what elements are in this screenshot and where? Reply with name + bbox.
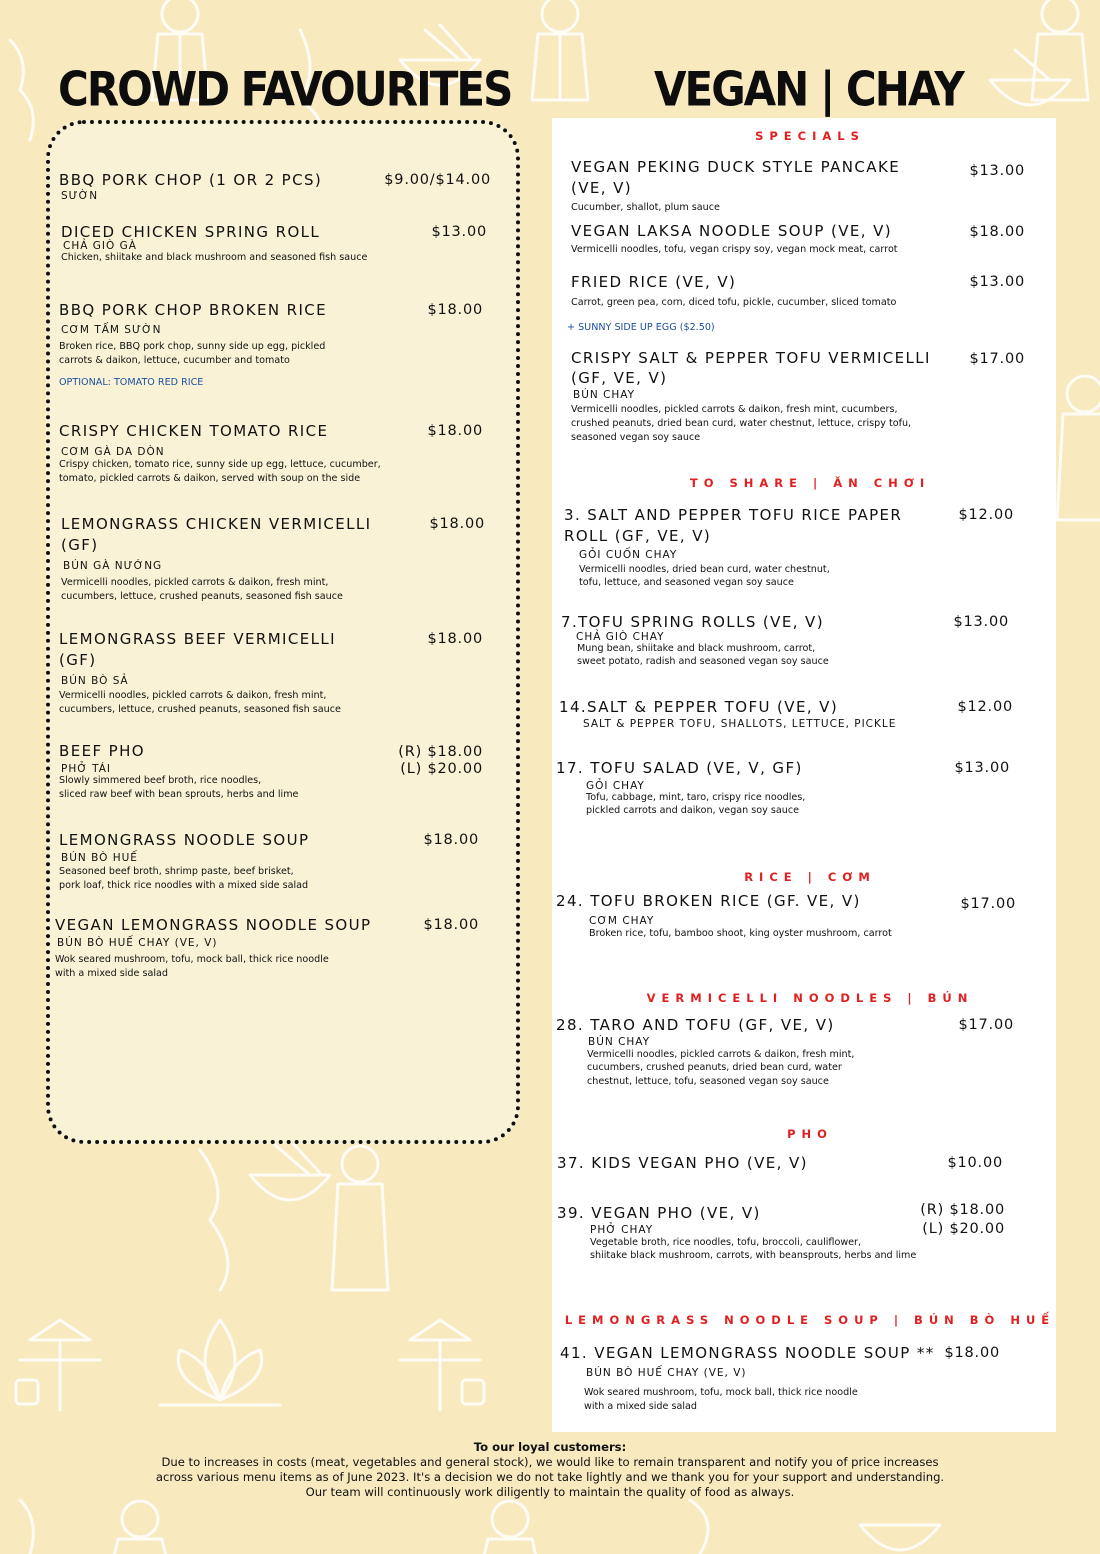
noodle-bowl-icon [990,50,1070,105]
item-price: $18.00 [423,917,479,933]
item-description: carrots & daikon, lettuce, cucumber and tomato [59,355,290,366]
item-vietnamese-name: BÚN BÒ SẢ [61,675,129,687]
vegan-title: VEGAN | CHAY [654,62,963,117]
item-description: Vermicelli noodles, dried bean curd, water chestnut, [579,564,830,575]
notice-title: To our loyal customers: [473,1440,627,1454]
section-heading-pho: PHO [787,1127,833,1141]
customer-notice [150,1440,950,1500]
item-description: Wok seared mushroom, tofu, mock ball, thick rice noodle [584,1387,858,1398]
item-price: $18.00 [429,516,485,532]
section-heading-specials: SPECIALS [755,129,865,143]
item-description: Wok seared mushroom, tofu, mock ball, thick rice noodle [55,954,329,965]
section-heading-rice: RICE | CƠM [744,870,876,884]
figure-icon [1032,0,1088,100]
item-description: Vegetable broth, rice noodles, tofu, broccoli, cauliflower, [590,1237,862,1248]
item-vietnamese-name: CƠM TẤM SƯỜN [61,324,162,336]
item-name: DICED CHICKEN SPRING ROLL [61,223,321,241]
item-price: $18.00 [427,631,483,647]
map-icon [200,1150,228,1290]
item-name: LEMONGRASS CHICKEN VERMICELLI (GF) [61,515,372,554]
item-description: Crispy chicken, tomato rice, sunny side up egg, lettuce, cucumber, [59,459,381,470]
item-vietnamese-name: CƠM GÀ DA DÒN [61,446,165,458]
item-price: $17.00 [969,351,1025,367]
item-name: 24. TOFU BROKEN RICE (GF. VE, V) [556,892,861,910]
item-description: shiitake black mushroom, carrots, with beansprouts, herbs and lime [590,1250,917,1261]
item-vietnamese-name: CƠM CHAY [589,915,655,927]
item-vietnamese-name: GỎI CUỐN CHAY [579,549,678,561]
item-description: crushed peanuts, dried bean curd, water chestnut, lettuce, crispy tofu, [571,418,912,429]
item-vietnamese-name: GỎI CHAY [586,780,645,792]
item-vietnamese-name: BÚN BÒ HUẾ [61,852,138,864]
item-name: FRIED RICE (VE, V) [571,273,737,291]
item-description: sweet potato, radish and seasoned vegan soy sauce [577,656,829,667]
noodle-bowl-icon [250,1140,330,1200]
item-description: Chicken, shiitake and black mushroom and seasoned fish sauce [61,252,368,263]
item-vietnamese-name: SƯỜN [61,190,99,202]
section-heading-lemongrass: LEMONGRASS NOODLE SOUP | BÚN BÒ HUẾ [564,1313,1056,1327]
item-name: 28. TARO AND TOFU (GF, VE, V) [556,1016,835,1034]
item-description: cucumbers, lettuce, crushed peanuts, seasoned fish sauce [61,591,343,602]
item-vietnamese-name: PHỞ CHAY [590,1224,654,1236]
item-description: with a mixed side salad [55,968,168,979]
item-description: seasoned vegan soy sauce [571,432,701,443]
item-vietnamese-name: BÚN BÒ HUẾ CHAY (VE, V) [586,1367,747,1379]
item-name: LEMONGRASS BEEF VERMICELLI (GF) [59,630,336,669]
item-name: BBQ PORK CHOP BROKEN RICE [59,301,328,319]
item-description: Broken rice, BBQ pork chop, sunny side up egg, pickled [59,341,326,352]
item-name: BBQ PORK CHOP (1 OR 2 PCS) [59,171,323,189]
item-description: chestnut, lettuce, tofu, seasoned vegan soy sauce [587,1076,829,1087]
item-description: Mung bean, shiitake and black mushroom, carrot, [577,643,816,654]
crowd-favourites-title: CROWD FAVOURITES [58,62,512,117]
item-price: $17.00 [958,1017,1014,1033]
item-name: 39. VEGAN PHO (VE, V) [557,1204,761,1222]
item-name: 7.TOFU SPRING ROLLS (VE, V) [561,613,824,631]
item-description: Carrot, green pea, corn, diced tofu, pickle, cucumber, sliced tomato [571,297,897,308]
map-icon [690,1500,708,1554]
item-vietnamese-name: CHẢ GIÒ GÀ [63,240,137,252]
item-description: Vermicelli noodles, pickled carrots & daikon, fresh mint, [61,577,329,588]
item-extra-option: + SUNNY SIDE UP EGG ($2.50) [567,322,715,333]
figure-icon [1057,376,1100,520]
item-description: cucumbers, crushed peanuts, dried bean curd, water [587,1062,842,1073]
item-price: $18.00 [969,224,1025,240]
item-name: 41. VEGAN LEMONGRASS NOODLE SOUP ** [560,1344,935,1362]
item-name: 17. TOFU SALAD (VE, V, GF) [556,759,803,777]
lotus-icon [160,1320,280,1405]
item-price: $18.00 [423,832,479,848]
map-icon [20,1500,33,1554]
figure-icon [482,1501,538,1554]
item-description: SALT & PEPPER TOFU, SHALLOTS, LETTUCE, PICKLE [583,718,897,730]
figure-icon [532,0,588,100]
item-name: CRISPY SALT & PEPPER TOFU VERMICELLI (GF, VE, V) [571,349,931,387]
item-name: VEGAN LEMONGRASS NOODLE SOUP [55,916,372,934]
noodle-bowl-icon [860,1525,940,1550]
item-price: $13.00 [969,163,1025,179]
item-description: sliced raw beef with bean sprouts, herbs and lime [59,789,299,800]
item-vietnamese-name: PHỞ TÁI [61,763,112,775]
item-description: Vermicelli noodles, pickled carrots & daikon, fresh mint, [59,690,327,701]
item-name: 14.SALT & PEPPER TOFU (VE, V) [559,698,839,716]
item-price: $9.00/$14.00 [384,172,491,188]
item-vietnamese-name: BÚN CHAY [588,1036,651,1048]
item-price: $12.00 [958,507,1014,523]
item-name: CRISPY CHICKEN TOMATO RICE [59,422,329,440]
item-price: $13.00 [431,224,487,240]
item-vietnamese-name: BÚN GÀ NƯỚNG [63,560,163,572]
item-name: LEMONGRASS NOODLE SOUP [59,831,310,849]
item-description: Seasoned beef broth, shrimp paste, beef brisket, [59,866,294,877]
figure-icon [112,1501,168,1554]
item-price-large: (L) $20.00 [400,761,483,777]
vendor-icon [400,1320,484,1410]
notice-body: Due to increases in costs (meat, vegetables and general stock), we would like to remain transparent and notify you of price increases across various menu items as of June 2023. It's a decision we do not take lightly and we thank you for your support and understanding. Our team will continuously work diligently to maintain the quality of food as always. [155,1455,945,1499]
item-vietnamese-name: BÚN CHAY [573,389,636,401]
item-price: $17.00 [960,896,1016,912]
item-name: 3. SALT AND PEPPER TOFU RICE PAPER ROLL (GF, VE, V) [564,506,903,545]
item-description: Cucumber, shallot, plum sauce [571,202,720,213]
item-description: pickled carrots and daikon, vegan soy sauce [586,805,800,816]
figure-icon [332,1146,388,1290]
item-description: with a mixed side salad [584,1401,697,1412]
map-icon [10,40,33,140]
item-price: $12.00 [957,699,1013,715]
item-description: Vermicelli noodles, pickled carrots & daikon, fresh mint, [587,1049,855,1060]
item-price-regular: (R) $18.00 [398,744,483,760]
vendor-icon [16,1320,100,1410]
item-price: $18.00 [944,1345,1000,1361]
item-price: $10.00 [947,1155,1003,1171]
item-price: $13.00 [953,614,1009,630]
item-name: 37. KIDS VEGAN PHO (VE, V) [557,1154,808,1172]
item-description: cucumbers, lettuce, crushed peanuts, seasoned fish sauce [59,704,341,715]
item-name: VEGAN LAKSA NOODLE SOUP (VE, V) [571,222,892,240]
item-price: $18.00 [427,423,483,439]
item-vietnamese-name: CHẢ GIÒ CHAY [576,631,665,643]
item-description: Broken rice, tofu, bamboo shoot, king oyster mushroom, carrot [589,928,892,939]
item-name: VEGAN PEKING DUCK STYLE PANCAKE (VE, V) [571,158,901,197]
section-heading-vermicelli: VERMICELLI NOODLES | BÚN [646,991,974,1005]
item-price-large: (L) $20.00 [922,1221,1005,1237]
item-description: Vermicelli noodles, tofu, vegan crispy soy, vegan mock meat, carrot [571,244,898,255]
item-description: Tofu, cabbage, mint, taro, crispy rice noodles, [586,792,806,803]
item-description: Slowly simmered beef broth, rice noodles, [59,775,262,786]
item-vietnamese-name: BÚN BÒ HUẾ CHAY (VE, V) [57,937,218,949]
item-description: tofu, lettuce, and seasoned vegan soy sauce [579,577,794,588]
item-optional-note: OPTIONAL: TOMATO RED RICE [59,377,204,388]
item-price-regular: (R) $18.00 [920,1202,1005,1218]
item-name: BEEF PHO [59,742,145,760]
item-price: $13.00 [969,274,1025,290]
item-description: tomato, pickled carrots & daikon, served with soup on the side [59,473,361,484]
item-description: pork loaf, thick rice noodles with a mixed side salad [59,880,309,891]
item-price: $18.00 [427,302,483,318]
item-description: Vermicelli noodles, pickled carrots & daikon, fresh mint, cucumbers, [571,404,898,415]
item-price: $13.00 [954,760,1010,776]
section-heading-to-share: TO SHARE | ĂN CHƠI [689,476,931,490]
